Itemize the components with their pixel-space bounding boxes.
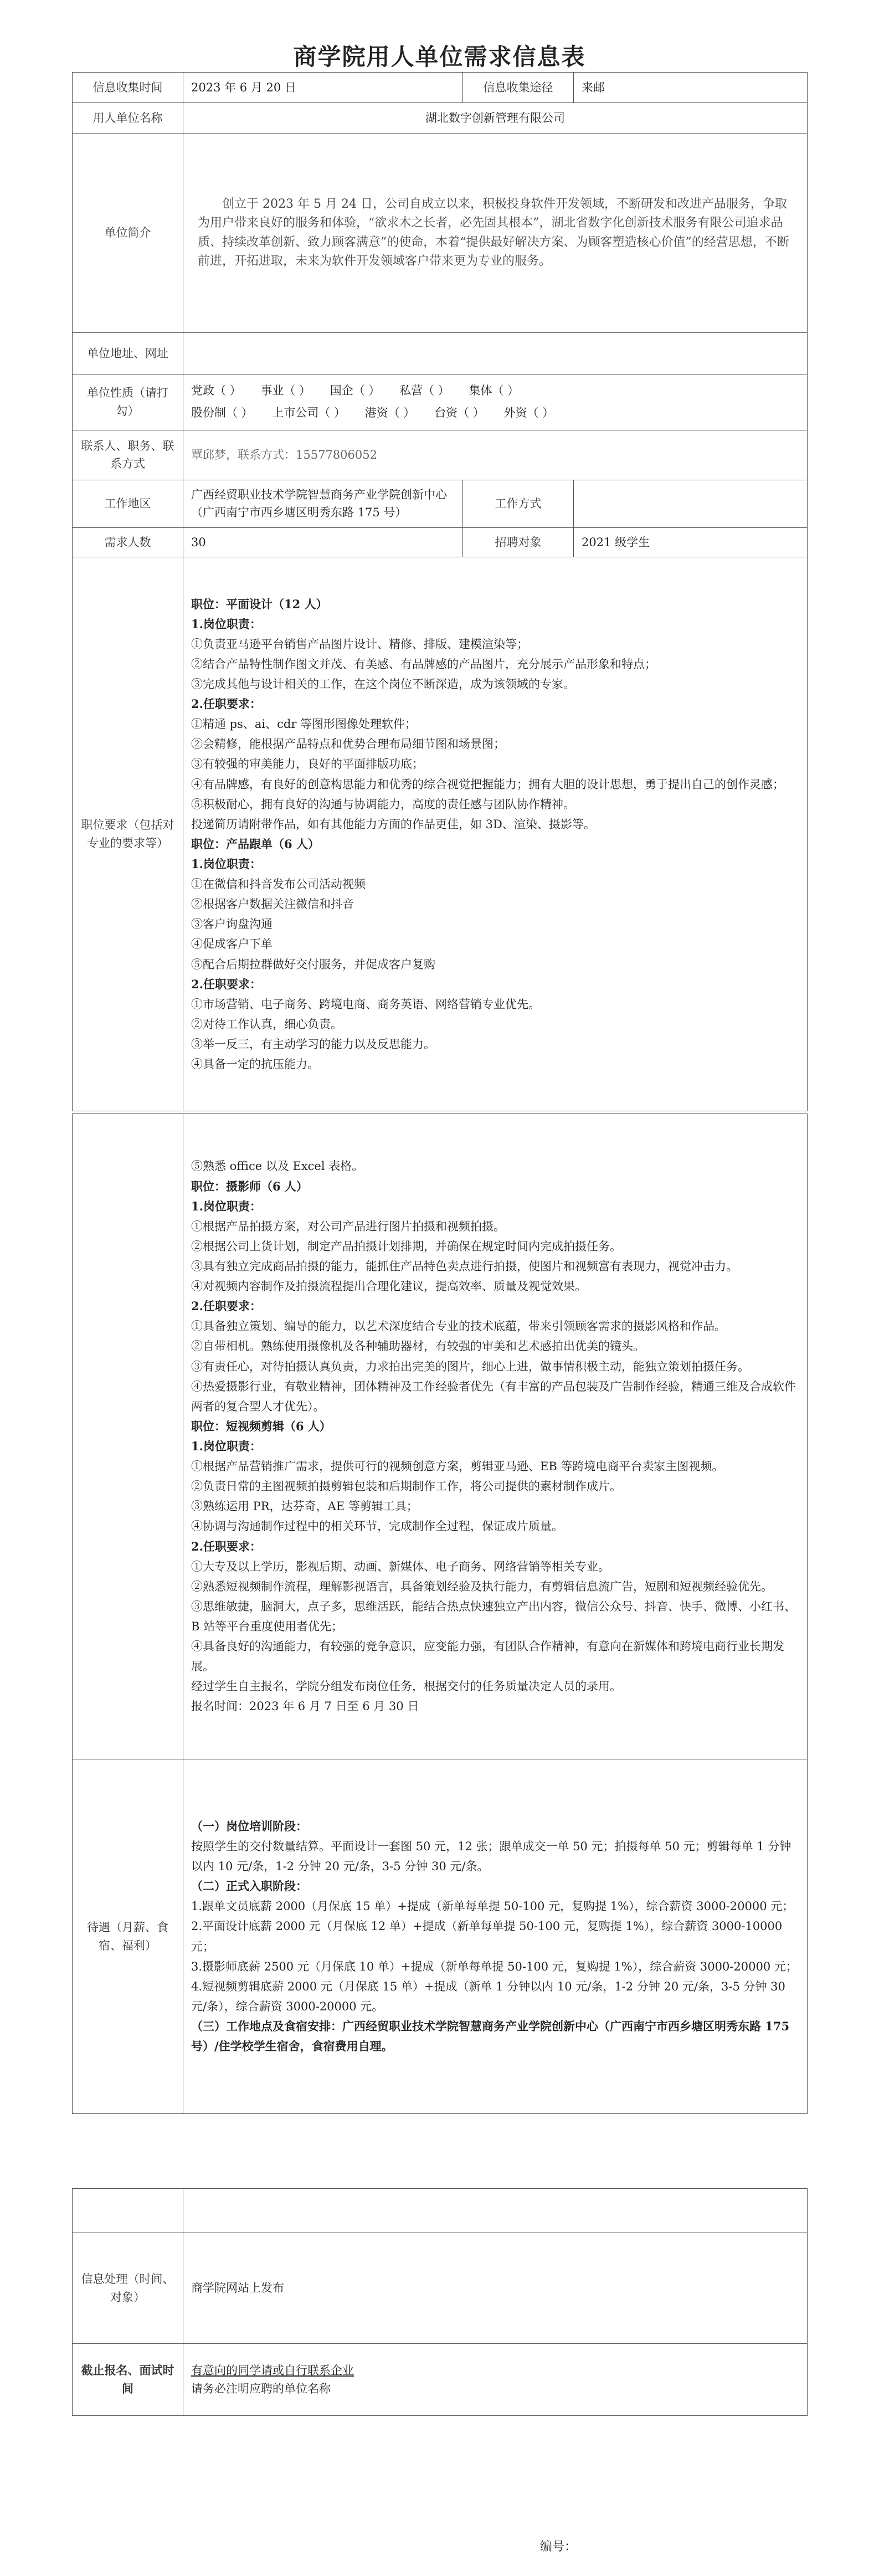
position-title: （三）工作地点及食宿安排：广西经贸职业技术学院智慧商务产业学院创新中心（广西南宁市西乡塘区明秀东路 175 号）/住学校学生宿舍，食宿费用自理。	[191, 2019, 790, 2054]
address-label: 单位地址、网址	[73, 333, 183, 374]
text-line: ①精通 ps、ai、cdr 等图形图像处理软件；	[191, 717, 417, 731]
text-line: 1.跟单文员底薪 2000（月保底 15 单）+提成（新单每单提 50-100 元，复购提 1%），综合薪资 3000-20000 元；	[191, 1900, 794, 1913]
requirements-label: 职位要求（包括对专业的要求等）	[73, 557, 183, 1111]
text-line: ③思维敏捷，脑洞大，点子多，思维活跃，能结合热点快速独立产出内容，微信公众号、抖音、快手、微博、小红书、B 站等平台重度使用者优先；	[191, 1599, 796, 1633]
contact-label: 联系人、职务、联系方式	[73, 430, 183, 480]
deadline-label: 截止报名、面试时间	[73, 2344, 183, 2416]
position-title: 职位：产品跟单（6 人）	[191, 837, 320, 851]
contact-value: 覃邱梦，联系方式：15577806052	[183, 430, 808, 480]
text-line: ③有较强的审美能力，良好的平面排版功底；	[191, 757, 424, 771]
text-line: ③有责任心，对待拍摄认真负责，力求拍出完美的图片，细心上进，做事情积极主动，能独立策划拍摄任务。	[191, 1359, 749, 1373]
company-label: 用人单位名称	[73, 103, 183, 134]
position-title: （二）正式入职阶段：	[191, 1879, 307, 1893]
text-line: ②根据公司上货计划，制定产品拍摄计划排期，并确保在规定时间内完成拍摄任务。	[191, 1239, 621, 1253]
nature-row-2	[191, 402, 799, 424]
nature-row-1	[191, 380, 799, 402]
section-title: 1.岗位职责：	[191, 1199, 261, 1213]
nature-option: 台资（ ）	[434, 406, 485, 419]
collect-channel-label: 信息收集途径	[463, 73, 574, 103]
nature-option: 党政（ ）	[191, 384, 241, 397]
text-line: ③举一反三，有主动学习的能力以及反思能力。	[191, 1038, 435, 1051]
position-title: 职位：短视频剪辑（6 人）	[191, 1419, 331, 1433]
headcount-label: 需求人数	[73, 527, 183, 557]
deadline-note-2: 请务必注明应聘的单位名称	[191, 2382, 331, 2395]
text-line: 报名时间：2023 年 6 月 7 日至 6 月 30 日	[191, 1700, 419, 1713]
nature-option: 上市公司（ ）	[272, 406, 346, 419]
section-title: 2.任职要求：	[191, 697, 261, 711]
collect-channel-value: 来邮	[574, 73, 808, 103]
text-line: ②熟悉短视频制作流程，理解影视语言，具备策划经验及执行能力，有剪辑信息流广告，短剧和短视频经验优先。	[191, 1579, 773, 1593]
treatment-label: 待遇（月薪、食宿、福利）	[73, 1759, 183, 2114]
section-title: 2.任职要求：	[191, 1299, 261, 1313]
requirements-continued-content	[183, 1114, 808, 1759]
blank-label	[73, 2189, 183, 2233]
requirements-content	[183, 557, 808, 1111]
nature-label: 单位性质（请打勾）	[73, 374, 183, 430]
text-line: ②结合产品特性制作图文并茂、有美感、有品牌感的产品图片，充分展示产品形象和特点；	[191, 657, 656, 671]
intro-label: 单位简介	[73, 134, 183, 333]
text-line: ③完成其他与设计相关的工作，在这个岗位不断深造，成为该领域的专家。	[191, 678, 575, 691]
work-mode-label: 工作方式	[463, 480, 574, 527]
headcount-value: 30	[183, 527, 463, 557]
text-line: 投递简历请附带作品，如有其他能力方面的作品更佳，如 3D、渲染、摄影等。	[191, 817, 595, 831]
text-line: ①大专及以上学历，影视后期、动画、新媒体、电子商务、网络营销等相关专业。	[191, 1559, 610, 1573]
section-title: 2.任职要求：	[191, 977, 261, 991]
page-title: 商学院用人单位需求信息表	[293, 43, 586, 70]
serial-number-label: 编号：	[540, 2540, 577, 2554]
position-title: 职位：平面设计（12 人）	[191, 597, 328, 611]
treatment-content	[183, 1759, 808, 2114]
text-line: ①市场营销、电子商务、跨境电商、商务英语、网络营销专业优先。	[191, 997, 540, 1011]
address-value	[183, 333, 808, 374]
nature-option: 国企（ ）	[330, 384, 381, 397]
requirements-continued-label	[73, 1114, 183, 1759]
text-line: ①负责亚马逊平台销售产品图片设计、精修、排版、建模渲染等；	[191, 637, 528, 651]
text-line: ②自带相机。熟练使用摄像机及各种辅助器材，有较强的审美和艺术感拍出优美的镜头。	[191, 1340, 645, 1353]
deadline-note-1: 有意向的同学请或自行联系企业	[191, 2363, 354, 2377]
text-line: ④热爱摄影行业，有敬业精神，团体精神及工作经验者优先（有丰富的产品包装及广告制作经验，精通三维及合成软件两者的复合型人才优先）。	[191, 1379, 796, 1413]
nature-option: 股份制（ ）	[191, 406, 253, 419]
text-line: 经过学生自主报名，学院分组发布岗位任务，根据交付的任务质量决定人员的录用。	[191, 1680, 621, 1694]
nature-option: 私营（ ）	[399, 384, 450, 397]
text-line: ②根据客户数据关注微信和抖音	[191, 897, 354, 911]
text-line: ④具备良好的沟通能力，有较强的竞争意识，应变能力强，有团队合作精神，有意向在新媒体和跨境电商行业长期发展。	[191, 1640, 784, 1674]
text-line: ⑤熟悉 office 以及 Excel 表格。	[191, 1159, 364, 1173]
info-table-continued	[72, 1113, 808, 2114]
collect-time-label: 信息收集时间	[73, 73, 183, 103]
text-line: ①在微信和抖音发布公司活动视频	[191, 878, 366, 891]
text-line: ④促成客户下单	[191, 937, 273, 951]
info-process-label: 信息处理（时间、对象）	[73, 2233, 183, 2344]
info-table-processing	[72, 2188, 808, 2416]
nature-option: 港资（ ）	[364, 406, 415, 419]
text-line: ③客户询盘沟通	[191, 917, 273, 931]
nature-checklist	[183, 374, 808, 430]
info-table-main	[72, 72, 808, 1111]
deadline-value	[183, 2344, 808, 2416]
target-value: 2021 级学生	[574, 527, 808, 557]
text-line: ④协调与沟通制作过程中的相关环节，完成制作全过程，保证成片质量。	[191, 1520, 563, 1533]
text-line: ①根据产品营销推广需求，提供可行的视频创意方案，剪辑亚马逊、EB 等跨境电商平台卖家主图视频。	[191, 1460, 724, 1474]
text-line: ②对待工作认真，细心负责。	[191, 1017, 342, 1031]
section-title: 1.岗位职责：	[191, 617, 261, 631]
collect-time-value: 2023 年 6 月 20 日	[183, 73, 463, 103]
text-line: ②会精修，能根据产品特点和优势合理布局细节图和场景图；	[191, 737, 505, 751]
text-line: ④对视频内容制作及拍摄流程提出合理化建议，提高效率、质量及视觉效果。	[191, 1280, 587, 1294]
target-label: 招聘对象	[463, 527, 574, 557]
info-process-value: 商学院网站上发布	[183, 2233, 808, 2344]
section-title: 2.任职要求：	[191, 1539, 261, 1553]
text-line: ①根据产品拍摄方案，对公司产品进行图片拍摄和视频拍摄。	[191, 1219, 505, 1233]
work-mode-value	[574, 480, 808, 527]
text-line: ③具有独立完成商品拍摄的能力，能抓住产品特色卖点进行拍摄，使图片和视频富有表现力，视觉冲击力。	[191, 1260, 738, 1274]
text-line: ②负责日常的主图视频拍摄剪辑包装和后期制作工作，将公司提供的素材制作成片。	[191, 1480, 621, 1494]
text-line: 3.摄影师底薪 2500 元（月保底 10 单）+提成（新单每单提 50-100 元，复购提 1%），综合薪资 3000-20000 元；	[191, 1959, 798, 1973]
text-line: ⑤积极耐心，拥有良好的沟通与协调能力，高度的责任感与团队协作精神。	[191, 797, 575, 811]
text-line: 4.短视频剪辑底薪 2000 元（月保底 15 单）+提成（新单 1 分钟以内 10 元/条，1-2 分钟 20 元/条，3-5 分钟 30 元/条），综合薪资 3000-20000 元。	[191, 1979, 785, 2013]
company-value: 湖北数字创新管理有限公司	[183, 103, 808, 134]
text-line: 2.平面设计底薪 2000 元（月保底 12 单）+提成（新单每单提 50-100 元，复购提 1%），综合薪资 3000-10000 元；	[191, 1920, 783, 1953]
company-intro: 创立于 2023 年 5 月 24 日，公司自成立以来，积极投身软件开发领域，不断研发和改进产品服务，争取为用户带来良好的服务和体验，“欲求木之长者，必先固其根本”，湖北省数字化创新技术服务有限公司追求品质、持续改革创新、致力顾客满意”的使命，本着“提供最好解决方案、为顾客塑造核心价值”的经营思想，不断前进，开拓进取，未来为软件开发领域客户带来更为专业的服务。	[183, 134, 808, 333]
text-line: 按照学生的交付数量结算。平面设计一套图 50 元，12 张；跟单成交一单 50 元；拍摄每单 50 元；剪辑每单 1 分钟以内 10 元/条，1-2 分钟 20 元/条，3-5 分钟 30 元/条。	[191, 1839, 791, 1874]
nature-option: 集体（ ）	[469, 384, 520, 397]
work-area-value: 广西经贸职业技术学院智慧商务产业学院创新中心（广西南宁市西乡塘区明秀东路 175 号）	[183, 480, 463, 527]
text-line: ⑤配合后期拉群做好交付服务，并促成客户复购	[191, 957, 435, 971]
text-line: ④具备一定的抗压能力。	[191, 1058, 319, 1071]
blank-value	[183, 2189, 808, 2233]
nature-option: 事业（ ）	[260, 384, 311, 397]
text-line: ④有品牌感，有良好的创意构思能力和优秀的综合视觉把握能力；拥有大胆的设计思想，勇于提出自己的创作灵感；	[191, 777, 784, 791]
position-title: 职位：摄影师（6 人）	[191, 1179, 308, 1193]
work-area-label: 工作地区	[73, 480, 183, 527]
text-line: ③熟练运用 PR，达芬奇，AE 等剪辑工具；	[191, 1500, 418, 1513]
section-title: 1.岗位职责：	[191, 857, 261, 871]
text-line: ①具备独立策划、编导的能力，以艺术深度结合专业的技术底蕴，带来引领顾客需求的摄影风格和作品。	[191, 1320, 726, 1333]
position-title: （一）岗位培训阶段：	[191, 1819, 307, 1833]
section-title: 1.岗位职责：	[191, 1439, 261, 1453]
nature-option: 外资（ ）	[503, 406, 554, 419]
